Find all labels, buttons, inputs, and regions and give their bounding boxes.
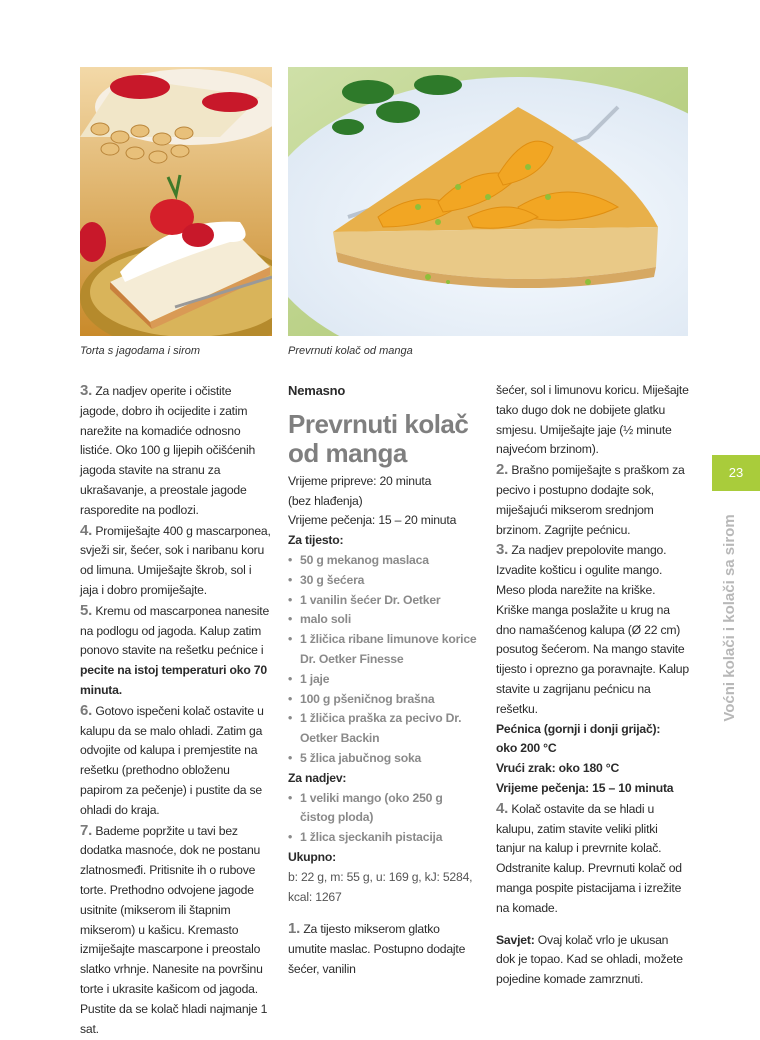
step-4: 4. Promiješajte 400 g mascarponea, svježi sir, šećer, sok i naribanu koru od limuna. Umiješajte škrob, sol i jaja i dobro promiješajte. <box>80 521 271 597</box>
oven-setting-4: Vrijeme pečenja: 15 – 10 minuta <box>496 780 674 795</box>
ingredient-item <box>288 709 480 749</box>
oven-setting-3: Vrući zrak: oko 180 °C <box>496 761 620 776</box>
ingredient-name: veliki mango (oko 250 g čistog ploda) <box>300 790 443 825</box>
ingredient-amount: malo <box>300 612 328 627</box>
cheesecake-photo <box>80 67 272 336</box>
prep-time: Vrijeme pripreve: 20 minuta <box>288 473 432 488</box>
ingredient-name: pšeničnog brašna <box>333 691 435 706</box>
step-1-continued: šećer, sol i limunovu koricu. Miješajte tako dugo dok ne dobijete glatku smjesu. Umiješajte jaje (½ minute najvećom brzinom). <box>496 383 689 457</box>
ingredient-name: soli <box>330 612 352 627</box>
ingredient-name: vanilin šećer Dr. Oetker <box>309 592 441 607</box>
right-photo-caption: Prevrnuti kolač od manga <box>288 345 413 357</box>
tip: Savjet: Ovaj kolač vrlo je ukusan dok je topao. Kad se ohladi, možete pojedine komade zamrznuti. <box>496 932 683 987</box>
left-photo-caption: Torta s jagodama i sirom <box>80 345 201 357</box>
step-3-mango: 3. Za nadjev prepolovite mango. Izvadite košticu i ogulite mango. Meso ploda narežite na kriške. Kriške manga poslažite u krug na dno namašćenog kalupa (Ø 22 cm) posutog šećerom. Na mango stavite tijesto i oprezno ga poravnajte. Kalup stavite u zagrijanu pećnicu na rešetku. <box>496 541 689 716</box>
ingredient-amount: 1 <box>300 592 307 607</box>
ingredient-amount: 5 <box>300 750 307 765</box>
ingredient-item <box>288 630 480 670</box>
section-title-vertical: Voćni kolači i kolači sa sirom <box>721 514 738 722</box>
nutrition-values: b: 22 g, m: 55 g, u: 169 g, kJ: 5284, kcal: 1267 <box>288 869 473 904</box>
step-6: 6. Gotovo ispečeni kolač ostavite u kalupu da se malo ohladi. Zatim ga odvojite od kalupa i premjestite na rešetku (prethodno obloženu papirom za pečenje) i pustite da se ohladi do kraja. <box>80 701 264 817</box>
ingredient-amount: 1 <box>300 711 307 726</box>
ingredient-item <box>288 749 480 769</box>
ingredient-amount: 1 <box>300 671 307 686</box>
column-2 <box>288 381 480 980</box>
step-1: 1. Za tijesto mikserom glatko umutite maslac. Postupno dodajte šećer, vanilin <box>288 920 466 976</box>
step-4-mango: 4. Kolač ostavite da se hladi u kalupu, zatim stavite veliki plitki tanjur na kalup i prevrnite kolač. Odstranite kalup. Prevrnuti kolač od manga pospite pistacijama i izrežite na komade. <box>496 799 682 915</box>
ingredient-name: žlica sjeckanih pistacija <box>309 830 443 845</box>
ingredient-amount: 30 g <box>300 572 324 587</box>
oven-setting-2: oko 200 °C <box>496 741 557 756</box>
dough-ingredients <box>288 551 480 769</box>
step-3: 3. Za nadjev operite i očistite jagode, dobro ih ocijedite i zatim narežite na komadiće odnosno listiće. Oko 100 g lijepih očišćenih jagoda stavite na stranu za ukrašavanje, a preostale jagode rasporedite na podlozi. <box>80 382 256 517</box>
ingredient-item <box>288 551 480 571</box>
ingredient-item <box>288 610 480 630</box>
step-7: 7. Bademe popržite u tavi bez dodatka masnoće, dok ne postanu zlatnosmeđi. Pritisnite ih o rubove torte. Prethodno odvojene jagode usitnite (mikserom ili štapnim mikserom) u kašicu. Kremasto izmiješajte mascarpone i preostalo slatko vrhnje. Nanesite na površinu torte i ukrasite kašicom od jagoda. Pustite da se kolač hladi najmanje 1 sat. <box>80 821 268 1036</box>
step-5: 5. Kremu od mascarponea nanesite na podlogu od jagoda. Kalup zatim ponovo stavite na rešetku pećnice i pecite na istoj temperaturi oko 70 minuta. <box>80 601 270 697</box>
ingredient-item <box>288 571 480 591</box>
ingredient-item <box>288 670 480 690</box>
ingredient-name: mekanog maslaca <box>326 552 429 567</box>
ingredient-item <box>288 828 480 848</box>
ingredient-amount: 1 <box>300 632 307 647</box>
ingredient-amount: 100 g <box>300 691 331 706</box>
filling-heading: Za nadjev: <box>288 770 347 785</box>
ingredient-item <box>288 591 480 611</box>
bake-time: Vrijeme pečenja: 15 – 20 minuta <box>288 513 457 528</box>
dough-heading: Za tijesto: <box>288 533 344 548</box>
page-number: 23 <box>712 455 760 491</box>
ingredient-amount: 1 <box>300 790 307 805</box>
ingredient-name: žličica praška za pecivo Dr. Oetker Backin <box>300 711 462 746</box>
step-2: 2. Brašno pomiješajte s praškom za pecivo i postupno dodajte sok, miješajući mikserom srednjom brzinom. Zagrijte pećnicu. <box>496 461 685 537</box>
oven-setting-1: Pećnica (gornji i donji grijač): <box>496 721 661 736</box>
prep-note: (bez hlađenja) <box>288 493 363 508</box>
ingredient-item <box>288 789 480 829</box>
ingredient-amount: 1 <box>300 830 307 845</box>
total-heading: Ukupno: <box>288 849 337 864</box>
column-3 <box>496 381 690 990</box>
recipe-category: Nemasno <box>288 383 346 398</box>
ingredient-name: jaje <box>309 671 330 686</box>
mango-cake-photo <box>288 67 688 336</box>
ingredient-name: žlica jabučnog soka <box>309 750 422 765</box>
ingredient-item <box>288 690 480 710</box>
filling-ingredients <box>288 789 480 848</box>
ingredient-amount: 50 g <box>300 552 324 567</box>
recipe-title: Prevrnuti kolač od manga <box>288 408 469 468</box>
ingredient-name: žličica ribane limunove korice Dr. Oetker Finesse <box>300 632 477 666</box>
ingredient-name: šećera <box>326 572 365 587</box>
column-1 <box>80 381 272 1039</box>
